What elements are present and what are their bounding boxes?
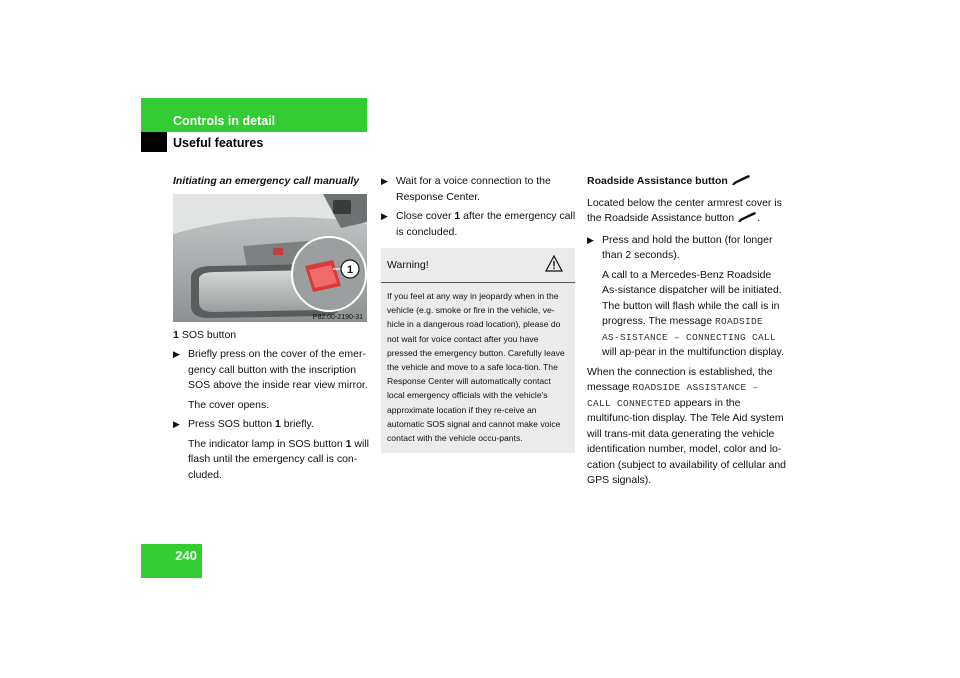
list-item: ▶ Briefly press on the cover of the emer-gency call button with the inscription SOS above the inside rear view mirror. — [173, 348, 368, 391]
warning-title: Warning! — [387, 259, 429, 271]
roadside-assistance-icon — [737, 211, 757, 229]
list-item: ▶ Close cover 1 after the emergency call is concluded. — [381, 210, 576, 238]
column-1 — [173, 174, 369, 487]
warning-text: If you feel at any way in jeopardy when in the vehicle (e.g. smoke or fire in the vehicle, ve-hicle in a dangerous road location), please do not wait for voice contact after you have pressed the emergency button. Carefully leave the vehicle and move to a safe loca-tion. The Response Center will automatically contact local emergency officials with the vehicle's approximate location if they re-ceive an automatic SOS signal and cannot make voice contact with the vehicle occu-pants. — [387, 291, 565, 444]
image-caption: 1 SOS button — [173, 328, 237, 341]
list-item: ▶ Press SOS button 1 briefly. — [173, 417, 369, 433]
page-number: 240 — [175, 548, 197, 563]
header-marker — [141, 132, 167, 152]
list-item: ▶ Wait for a voice connection to the Response Center. — [381, 175, 551, 203]
section-title: Controls in detail — [173, 114, 276, 128]
bullet-arrow-icon: ▶ — [173, 419, 180, 429]
display-message: ROADSIDE AS-SISTANCE – CONNECTING CALL — [602, 316, 777, 343]
column-2 — [381, 174, 577, 453]
result-text: The cover opens. — [188, 398, 270, 411]
warning-header — [381, 248, 575, 283]
bullet-arrow-icon: ▶ — [381, 211, 388, 221]
list-item: ▶ Press and hold the button (for longer than 2 seconds). — [587, 233, 773, 261]
display-message: ROADSIDE ASSISTANCE – CALL CONNECTED — [587, 382, 759, 409]
result-text: A call to a Mercedes-Benz Roadside As-sistance dispatcher will be initiated. The button will flash while the call is in progress. The message ROADSIDE AS-SISTANCE – CONNECTING CALL will ap-pear in the multifunction display. — [602, 268, 784, 358]
intro-text: Located below the center armrest cover is the Roadside Assistance button . — [587, 196, 787, 229]
result-text: The indicator lamp in SOS button 1 will flash until the emergency call is con-cluded. — [188, 437, 369, 481]
bullet-arrow-icon: ▶ — [587, 234, 594, 245]
column-3 — [587, 174, 787, 493]
body-paragraph: When the connection is established, the message ROADSIDE ASSISTANCE – CALL CONNECTED appears in the multifunc-tion display. The Tele Aid system will trans-mit data generating the vehicle identification number, model, color and lo-cation (subject to availability of cellular and GPS signals). — [587, 365, 787, 486]
bullet-arrow-icon: ▶ — [173, 349, 180, 359]
bullet-arrow-icon: ▶ — [381, 176, 388, 186]
sos-button-photo — [173, 194, 367, 322]
sos-button-illustration — [173, 194, 367, 322]
image-callout: 1 — [346, 263, 354, 276]
page-number-box — [141, 544, 202, 578]
warning-triangle-icon — [545, 255, 563, 278]
subsection-title: Useful features — [173, 136, 264, 150]
roadside-assistance-icon — [731, 174, 751, 192]
warning-box — [381, 248, 575, 453]
section-heading: Initiating an emergency call manually — [173, 175, 360, 187]
image-code: P82.00-2190-31 — [312, 313, 363, 321]
roadside-heading: Roadside Assistance button — [587, 174, 787, 192]
